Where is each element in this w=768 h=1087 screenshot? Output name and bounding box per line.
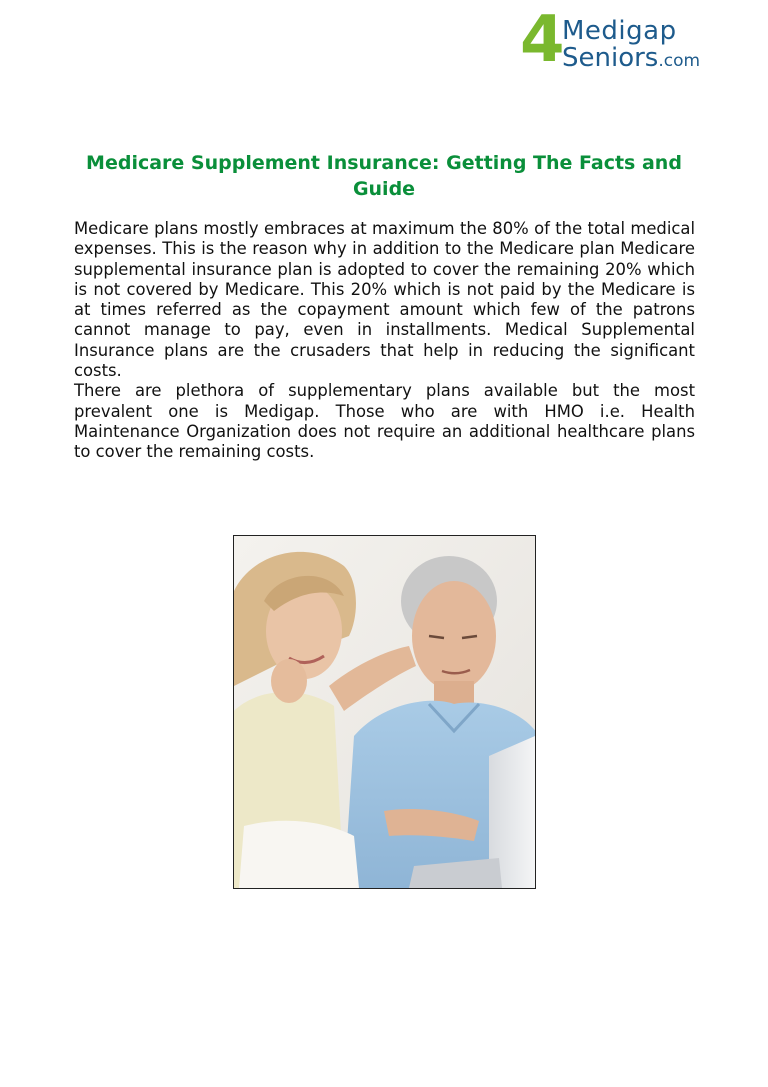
paragraph-2: There are plethora of supplementary plans available but the most prevalent one is Medigap. Those who are with HMO i.e. Health Maintenance Organization does not require an additional healthcare plans to cover the remaining costs.: [74, 381, 695, 462]
logo-digit: 4: [520, 3, 565, 77]
senior-couple-photo: [233, 535, 536, 889]
logo-domain-suffix: .com: [658, 51, 701, 71]
logo-line-medigap: Medigap: [562, 16, 677, 46]
senior-couple-illustration: [234, 536, 535, 888]
document-title: Medicare Supplement Insurance: Getting The Facts and Guide: [86, 152, 682, 200]
document-body: [74, 219, 695, 463]
logo-seniors-text: Seniors: [562, 43, 659, 73]
medigap4seniors-logo: [520, 3, 725, 77]
paragraph-1: Medicare plans mostly embraces at maximum the 80% of the total medical expenses. This is the reason why in addition to the Medicare plan Medicare supplemental insurance plan is adopted to cover the remaining 20% which is not covered by Medicare. This 20% which is not paid by the Medicare is at times referred as the copayment amount which few of the patrons cannot manage to pay, even in installments. Medical Supplemental Insurance plans are the crusaders that help in reducing the significant costs.: [74, 219, 695, 381]
logo-line-seniors: [562, 45, 700, 71]
